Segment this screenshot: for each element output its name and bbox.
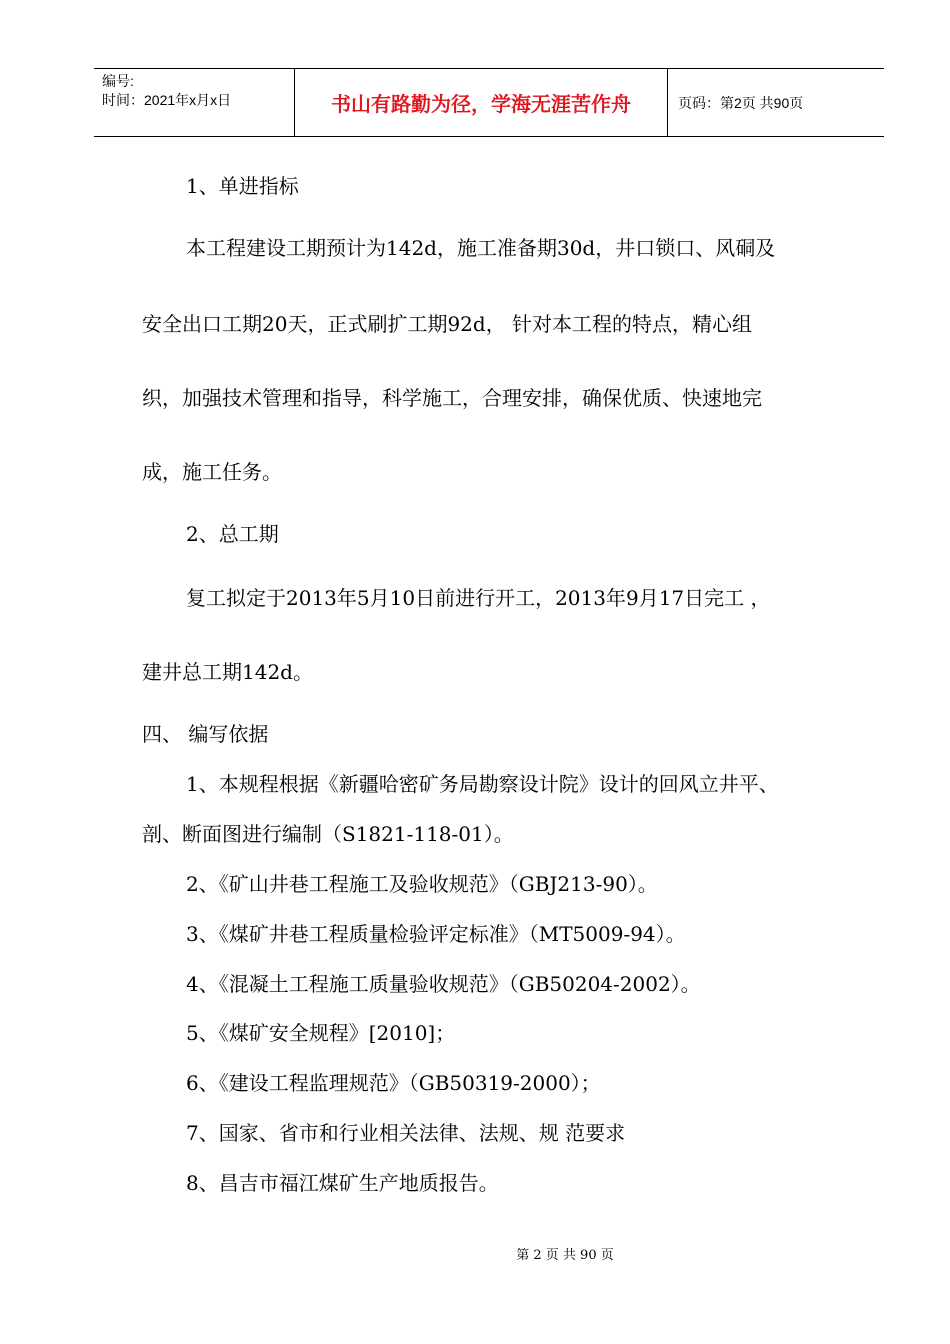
header-left-cell: [94, 69, 295, 136]
list-item: 3、《煤矿井巷工程质量检验评定标准》（MT5009-94）。: [186, 922, 686, 946]
paragraph-line: 安全出口工期20天，正式刷扩工期92d， 针对本工程的特点，精心组: [142, 312, 753, 336]
heading-single-advance-index: 1、单进指标: [186, 174, 299, 198]
page-footer: 第 2 页 共 90 页: [516, 1248, 614, 1263]
document-time-label: 时间：2021年x月x日: [102, 92, 232, 108]
list-item: 4、《混凝土工程施工质量验收规范》（GB50204-2002）。: [186, 972, 701, 996]
page-header: [94, 68, 884, 137]
paragraph-line: 织，加强技术管理和指导，科学施工，合理安排，确保优质、快速地完: [142, 386, 762, 410]
list-item: 1、本规程根据《新疆哈密矿务局勘察设计院》设计的回风立井平、: [186, 772, 779, 796]
paragraph-line: 成，施工任务。: [142, 460, 282, 484]
paragraph-line: 本工程建设工期预计为142d，施工准备期30d，井口锁口、风硐及: [186, 236, 776, 260]
header-page-info: 页码：第2页 共90页: [678, 95, 804, 111]
section-heading-basis: 四、 编写依据: [142, 722, 269, 746]
paragraph-line: 复工拟定于2013年5月10日前进行开工，2013年9月17日完工 ，: [186, 586, 771, 610]
list-item: 7、国家、省市和行业相关法律、法规、规 范要求: [186, 1121, 626, 1145]
list-item: 8、昌吉市福江煤矿生产地质报告。: [186, 1171, 499, 1195]
paragraph-line: 建井总工期142d。: [142, 660, 313, 684]
list-item: 6、《建设工程监理规范》（GB50319-2000）；: [186, 1071, 601, 1095]
list-item: 2、《矿山井巷工程施工及验收规范》（GBJ213-90）。: [186, 872, 658, 896]
header-right-cell: [668, 69, 884, 136]
header-motto: 书山有路勤为径，学海无涯苦作舟: [331, 92, 631, 116]
list-item: 5、《煤矿安全规程》[2010]；: [186, 1021, 456, 1045]
document-number-label: 编号:: [102, 73, 134, 89]
header-middle-cell: [295, 69, 668, 136]
list-item-continuation: 剖、断面图进行编制（S1821-118-01）。: [142, 822, 514, 846]
heading-total-duration: 2、总工期: [186, 522, 279, 546]
